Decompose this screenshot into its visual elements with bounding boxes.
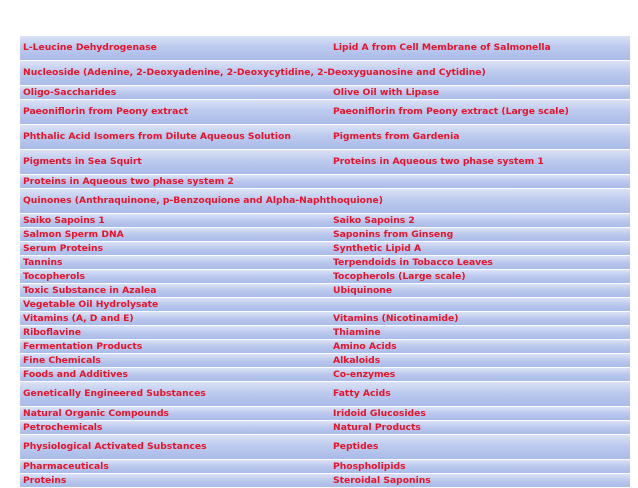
- table-cell-right: Pigments from Gardenia: [333, 132, 460, 142]
- table-cell-left: Phthalic Acid Isomers from Dilute Aqueous Solution: [23, 132, 291, 142]
- table-row: [20, 86, 630, 100]
- table-cell-right: Fatty Acids: [333, 389, 391, 399]
- table-cell-left: Serum Proteins: [23, 243, 104, 254]
- table-row: [20, 189, 630, 214]
- table-row: [20, 298, 630, 312]
- table-row: [20, 242, 630, 256]
- table-row: [20, 214, 630, 228]
- table-cell-left: Tannins: [23, 257, 63, 268]
- table-cell-right: Terpendoids in Tobacco Leaves: [333, 257, 493, 268]
- table-cell-left: Nucleoside (Adenine, 2-Deoxyadenine, 2-Deoxycytidine, 2-Deoxyguanosine and Cytidine): [23, 68, 486, 78]
- table-cell-right: Natural Products: [333, 422, 421, 433]
- table-row: [20, 382, 630, 407]
- table-row: [20, 407, 630, 421]
- table-row: [20, 228, 630, 242]
- table-cell-left: L-Leucine Dehydrogenase: [23, 43, 157, 53]
- table-cell-right: Vitamins (Nicotinamide): [333, 313, 459, 324]
- table-cell-left: Vitamins (A, D and E): [23, 313, 134, 324]
- table-row: [20, 474, 630, 488]
- table-row: [20, 61, 630, 86]
- table-cell-left: Physiological Activated Substances: [23, 442, 207, 452]
- table-cell-left: Vegetable Oil Hydrolysate: [23, 299, 159, 310]
- table-row: [20, 175, 630, 189]
- table-cell-right: Iridoid Glucosides: [333, 408, 426, 419]
- table-cell-right: Co-enzymes: [333, 369, 396, 380]
- table-cell-right: Phospholipids: [333, 461, 406, 472]
- table-cell-right: Amino Acids: [333, 341, 397, 352]
- table-cell-left: Riboflavine: [23, 327, 82, 338]
- compound-table: [20, 36, 630, 488]
- table-cell-left: Toxic Substance in Azalea: [23, 285, 157, 296]
- table-cell-right: Olive Oil with Lipase: [333, 87, 440, 98]
- table-row: [20, 270, 630, 284]
- table-row: [20, 36, 630, 61]
- table-row: [20, 435, 630, 460]
- table-row: [20, 125, 630, 150]
- table-cell-right: Steroidal Saponins: [333, 475, 431, 486]
- table-cell-right: Tocopherols (Large scale): [333, 271, 466, 282]
- table-row: [20, 150, 630, 175]
- table-cell-left: Fermentation Products: [23, 341, 143, 352]
- table-cell-left: Natural Organic Compounds: [23, 408, 169, 419]
- table-cell-right: Peptides: [333, 442, 379, 452]
- table-row: [20, 354, 630, 368]
- table-cell-left: Proteins in Aqueous two phase system 2: [23, 176, 234, 187]
- table-cell-left: Tocopherols: [23, 271, 85, 282]
- table-cell-left: Proteins: [23, 475, 67, 486]
- table-row: [20, 312, 630, 326]
- table-row: [20, 256, 630, 270]
- table-cell-left: Quinones (Anthraquinone, p-Benzoquione and Alpha-Naphthoquione): [23, 196, 383, 206]
- table-cell-left: Oligo-Saccharides: [23, 87, 117, 98]
- table-cell-right: Lipid A from Cell Membrane of Salmonella: [333, 43, 551, 53]
- table-cell-left: Genetically Engineered Substances: [23, 389, 206, 399]
- table-cell-right: Paeoniflorin from Peony extract (Large scale): [333, 107, 569, 117]
- table-cell-left: Salmon Sperm DNA: [23, 229, 124, 240]
- table-row: [20, 100, 630, 125]
- table-cell-right: Saponins from Ginseng: [333, 229, 454, 240]
- table-cell-right: Synthetic Lipid A: [333, 243, 422, 254]
- table-row: [20, 368, 630, 382]
- table-cell-right: Proteins in Aqueous two phase system 1: [333, 157, 544, 167]
- table-row: [20, 421, 630, 435]
- table-cell-left: Pigments in Sea Squirt: [23, 157, 142, 167]
- table-cell-left: Paeoniflorin from Peony extract: [23, 107, 189, 117]
- table-row: [20, 326, 630, 340]
- table-row: [20, 340, 630, 354]
- table-cell-left: Saiko Sapoins 1: [23, 215, 105, 226]
- table-cell-right: Thiamine: [333, 327, 381, 338]
- table-cell-left: Pharmaceuticals: [23, 461, 109, 472]
- table-cell-right: Alkaloids: [333, 355, 381, 366]
- table-cell-left: Petrochemicals: [23, 422, 103, 433]
- table-cell-left: Foods and Additives: [23, 369, 128, 380]
- table-row: [20, 460, 630, 474]
- table-cell-right: Saiko Sapoins 2: [333, 215, 415, 226]
- table-row: [20, 284, 630, 298]
- table-cell-right: Ubiquinone: [333, 285, 393, 296]
- table-cell-left: Fine Chemicals: [23, 355, 101, 366]
